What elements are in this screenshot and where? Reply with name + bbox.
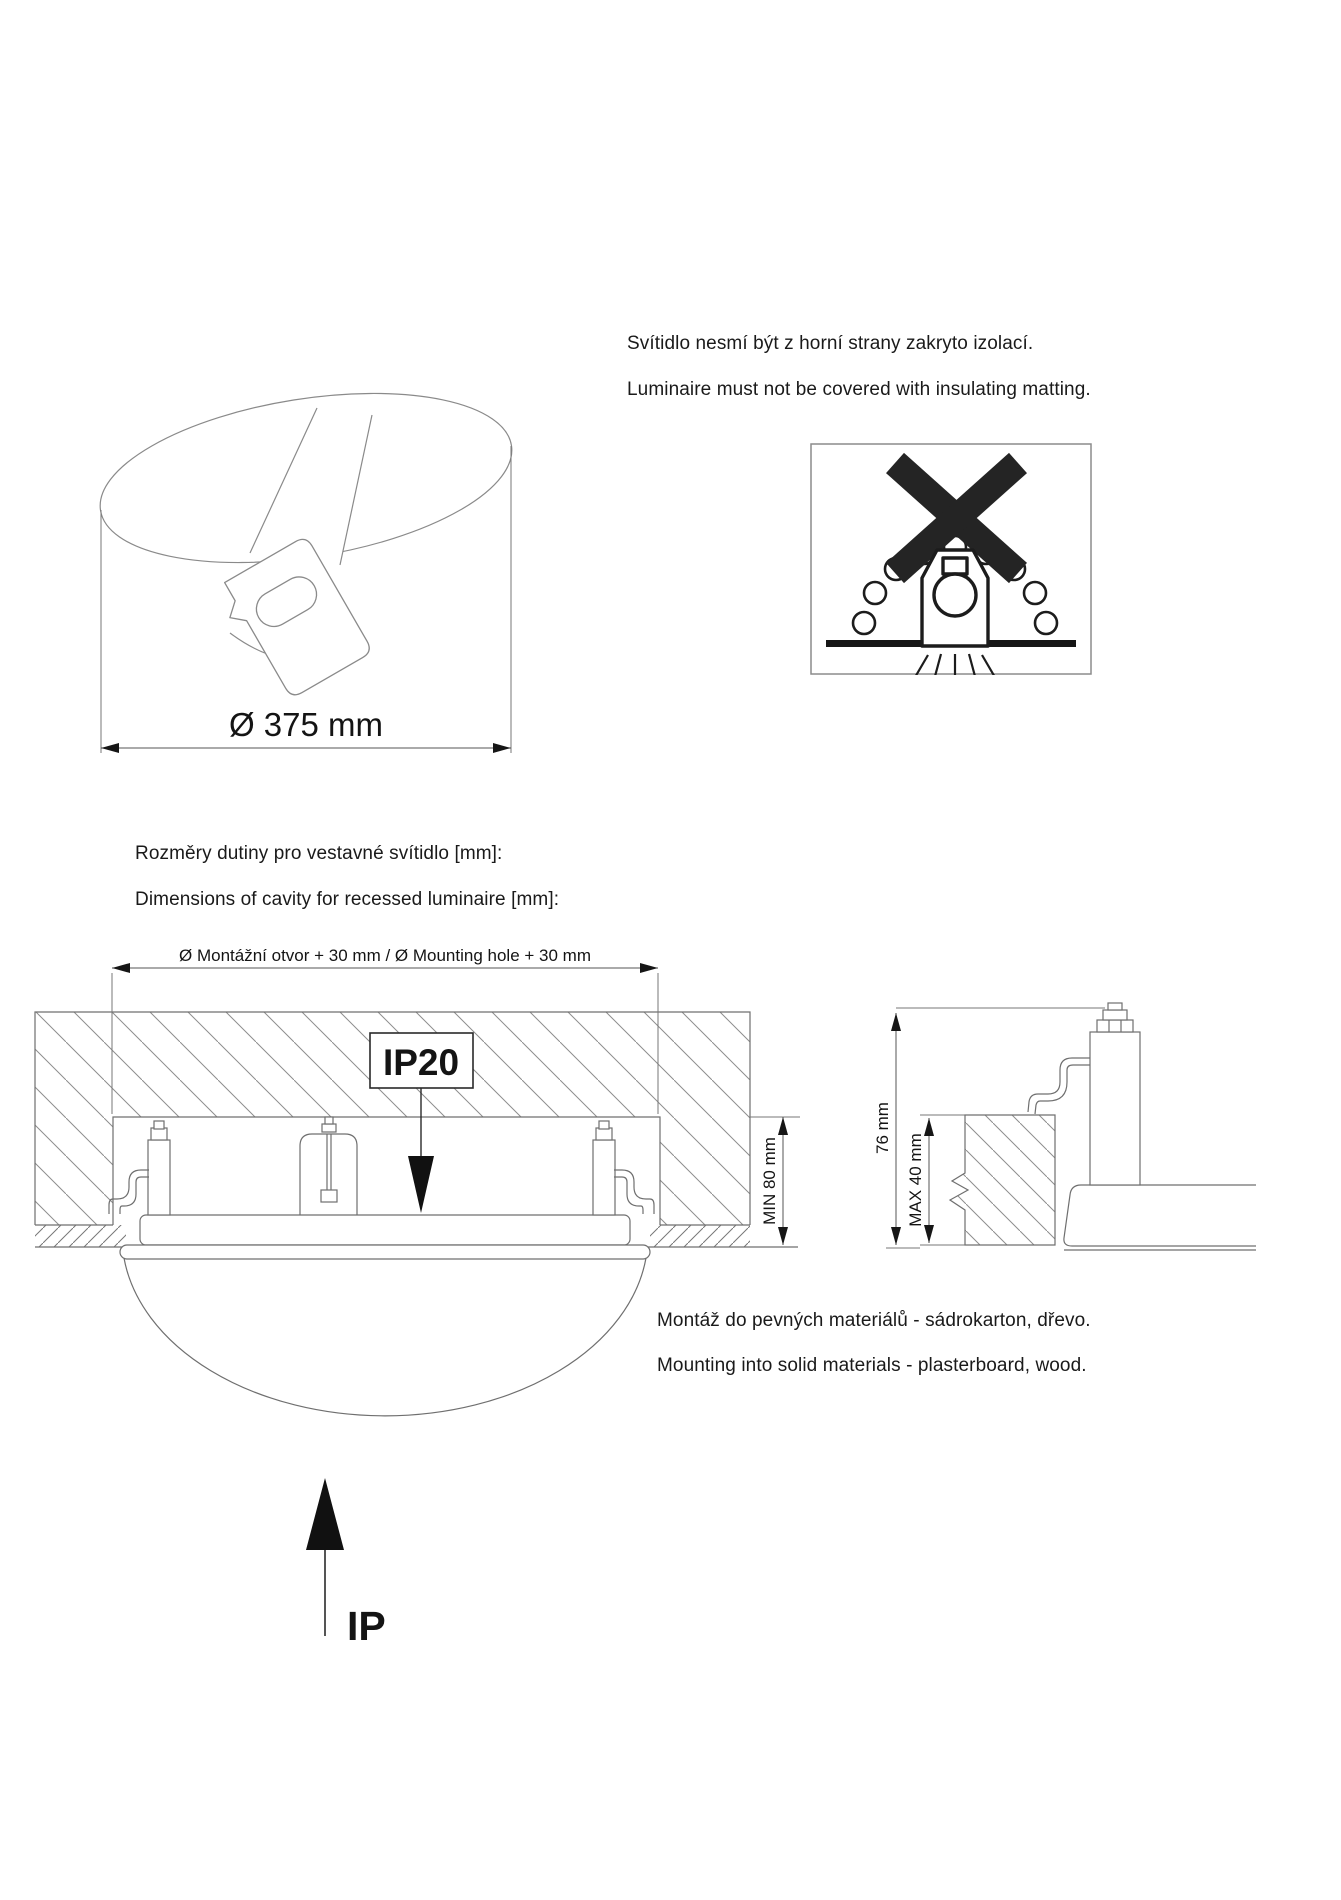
- glass-dome: [124, 1258, 646, 1416]
- mounting-stud-right: [593, 1121, 615, 1215]
- up-arrow-icon: [306, 1478, 344, 1550]
- dim-arrow-left: [101, 743, 119, 753]
- dim-arrow-up: [924, 1118, 934, 1136]
- luminaire-base-tray: [140, 1215, 630, 1245]
- dim-arrow-left: [112, 963, 130, 973]
- ip-rating-label: IP20: [382, 1042, 460, 1083]
- ip-ingress-arrow: [306, 1478, 386, 1649]
- lamp-base-icon: [943, 558, 967, 574]
- centre-bracket: [300, 1117, 357, 1215]
- cutout-diameter-label: Ø 375 mm: [228, 706, 384, 743]
- saw-handle: [213, 536, 373, 706]
- dim-arrow-down: [778, 1227, 788, 1245]
- plasterboard-layer-left: [35, 1225, 126, 1247]
- luminaire-housing-icon: [922, 550, 988, 646]
- dim-arrow-right: [493, 743, 511, 753]
- ip-callout-arrow: [408, 1156, 434, 1213]
- mounting-material-block: [950, 1115, 1055, 1245]
- mounting-stud: [1090, 1003, 1140, 1185]
- min-depth-label: MIN 80 mm: [760, 1137, 779, 1225]
- plasterboard-layer-right: [650, 1225, 750, 1247]
- saw-blade: [250, 408, 372, 565]
- total-height-label: 76 mm: [873, 1102, 892, 1154]
- insulation-warning-en: Luminaire must not be covered with insulating matting.: [627, 379, 1091, 400]
- dim-arrow-right: [640, 963, 658, 973]
- cavity-heading-cs: Rozměry dutiny pro vestavné svítidlo [mm]:: [135, 843, 503, 864]
- max-thickness-label: MAX 40 mm: [906, 1133, 925, 1227]
- spring-clip-left: [109, 1170, 149, 1214]
- dim-arrow-up: [778, 1117, 788, 1135]
- ip-rating-callout: [370, 1033, 473, 1213]
- ip-arrow-label: IP: [347, 1603, 386, 1649]
- luminaire-body: [109, 1117, 654, 1416]
- cavity-heading-en: Dimensions of cavity for recessed luminaire [mm]:: [135, 889, 560, 910]
- hole-saw-cutting-illustration: [55, 320, 530, 770]
- recessed-mounting-cross-section: [28, 928, 803, 1653]
- luminaire-base-edge: [1064, 1185, 1256, 1246]
- trim-ring: [120, 1245, 650, 1259]
- mounting-note-cs: Montáž do pevných materiálů - sádrokarton, dřevo.: [657, 1310, 1091, 1331]
- mounting-note-en: Mounting into solid materials - plasterboard, wood.: [657, 1355, 1087, 1376]
- mounting-hole-label: Ø Montážní otvor + 30 mm / Ø Mounting hole + 30 mm: [179, 946, 591, 965]
- min-depth-dimension: [750, 1117, 800, 1245]
- spring-clip: [1028, 1058, 1090, 1114]
- dim-arrow-down: [924, 1225, 934, 1243]
- edge-mounting-detail: [858, 988, 1258, 1273]
- bulb-icon: [934, 574, 976, 616]
- dim-arrow-down: [891, 1227, 901, 1245]
- spring-clip-right: [614, 1170, 654, 1214]
- no-insulation-cover-pictogram: [810, 443, 1092, 675]
- dim-arrow-up: [891, 1013, 901, 1031]
- insulation-warning-cs: Svítidlo nesmí být z horní strany zakryto izolací.: [627, 333, 1034, 354]
- mounting-stud-left: [148, 1121, 170, 1215]
